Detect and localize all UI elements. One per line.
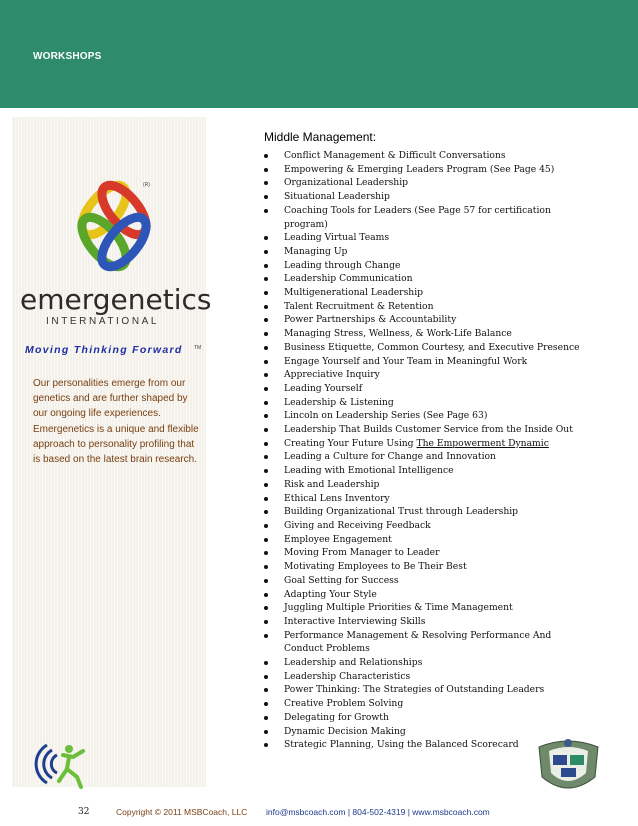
list-item: Conflict Management & Difficult Conversations bbox=[262, 149, 582, 163]
logo-subtitle: INTERNATIONAL bbox=[46, 316, 160, 327]
list-item: Talent Recruitment & Retention bbox=[262, 300, 582, 314]
trademark-mark: TM bbox=[194, 345, 202, 351]
list-item bbox=[262, 437, 582, 451]
contact-info: info@msbcoach.com | 804-502-4319 | www.msbcoach.com bbox=[266, 807, 490, 817]
list-item: Performance Management & Resolving Performance And Conduct Problems bbox=[262, 629, 582, 656]
list-item: Engage Yourself and Your Team in Meaningful Work bbox=[262, 355, 582, 369]
list-item: Dynamic Decision Making bbox=[262, 725, 582, 739]
list-item: Delegating for Growth bbox=[262, 711, 582, 725]
list-item: Leadership Characteristics bbox=[262, 670, 582, 684]
list-item: Adapting Your Style bbox=[262, 588, 582, 602]
list-item: Moving From Manager to Leader bbox=[262, 546, 582, 560]
list-item: Coaching Tools for Leaders (See Page 57 for certification program) bbox=[262, 204, 582, 231]
list-item: Managing Stress, Wellness, & Work-Life Balance bbox=[262, 327, 582, 341]
list-item: Interactive Interviewing Skills bbox=[262, 615, 582, 629]
workshop-list bbox=[262, 149, 582, 752]
list-item: Leading Virtual Teams bbox=[262, 231, 582, 245]
list-item: Leading through Change bbox=[262, 259, 582, 273]
list-item: Power Thinking: The Strategies of Outstanding Leaders bbox=[262, 683, 582, 697]
header-band bbox=[0, 0, 638, 108]
sidebar-blurb: Our personalities emerge from our genetics and are further shaped by our ongoing life experiences. Emergenetics is a unique and flexible approach to personality profiling that is based on the latest brain research. bbox=[33, 378, 199, 466]
logo-tagline: Moving Thinking Forward bbox=[25, 344, 183, 356]
list-item: Situational Leadership bbox=[262, 190, 582, 204]
list-item: Ethical Lens Inventory bbox=[262, 492, 582, 506]
list-item: Creative Problem Solving bbox=[262, 697, 582, 711]
list-item: Leading with Emotional Intelligence bbox=[262, 464, 582, 478]
list-item: Motivating Employees to Be Their Best bbox=[262, 560, 582, 574]
page-section-title: WORKSHOPS bbox=[33, 51, 102, 62]
list-item: Leadership & Listening bbox=[262, 396, 582, 410]
list-item: Leading Yourself bbox=[262, 382, 582, 396]
list-item: Empowering & Emerging Leaders Program (See Page 45) bbox=[262, 163, 582, 177]
logo-wordmark: emergenetics bbox=[20, 283, 212, 316]
list-item: Managing Up bbox=[262, 245, 582, 259]
list-item: Leadership and Relationships bbox=[262, 656, 582, 670]
list-item: Leadership That Builds Customer Service from the Inside Out bbox=[262, 423, 582, 437]
emergenetics-logo-icon bbox=[68, 178, 160, 278]
page-number: 32 bbox=[78, 807, 90, 817]
list-item: Power Partnerships & Accountability bbox=[262, 313, 582, 327]
list-item: Business Etiquette, Common Courtesy, and Executive Presence bbox=[262, 341, 582, 355]
section-heading: Middle Management: bbox=[264, 130, 377, 144]
registered-mark: (R) bbox=[143, 182, 150, 188]
list-item: Giving and Receiving Feedback bbox=[262, 519, 582, 533]
empowerment-dynamic-link[interactable]: The Empowerment Dynamic bbox=[416, 437, 549, 449]
list-item: Multigenerational Leadership bbox=[262, 286, 582, 300]
msbcoach-figure-logo-icon bbox=[33, 737, 89, 789]
list-item: Leadership Communication bbox=[262, 272, 582, 286]
list-item: Strategic Planning, Using the Balanced Scorecard bbox=[262, 738, 582, 752]
list-item: Risk and Leadership bbox=[262, 478, 582, 492]
list-item: Lincoln on Leadership Series (See Page 63) bbox=[262, 409, 582, 423]
list-item: Goal Setting for Success bbox=[262, 574, 582, 588]
list-item-text: Creating Your Future Using bbox=[284, 437, 417, 449]
list-item: Building Organizational Trust through Leadership bbox=[262, 505, 582, 519]
list-item: Leading a Culture for Change and Innovation bbox=[262, 450, 582, 464]
page-footer bbox=[0, 807, 638, 821]
list-item: Organizational Leadership bbox=[262, 176, 582, 190]
list-item: Juggling Multiple Priorities & Time Management bbox=[262, 601, 582, 615]
copyright-text: Copyright © 2011 MSBCoach, LLC bbox=[116, 807, 248, 817]
crest-emblem-icon bbox=[531, 737, 606, 799]
list-item: Appreciative Inquiry bbox=[262, 368, 582, 382]
list-item: Employee Engagement bbox=[262, 533, 582, 547]
